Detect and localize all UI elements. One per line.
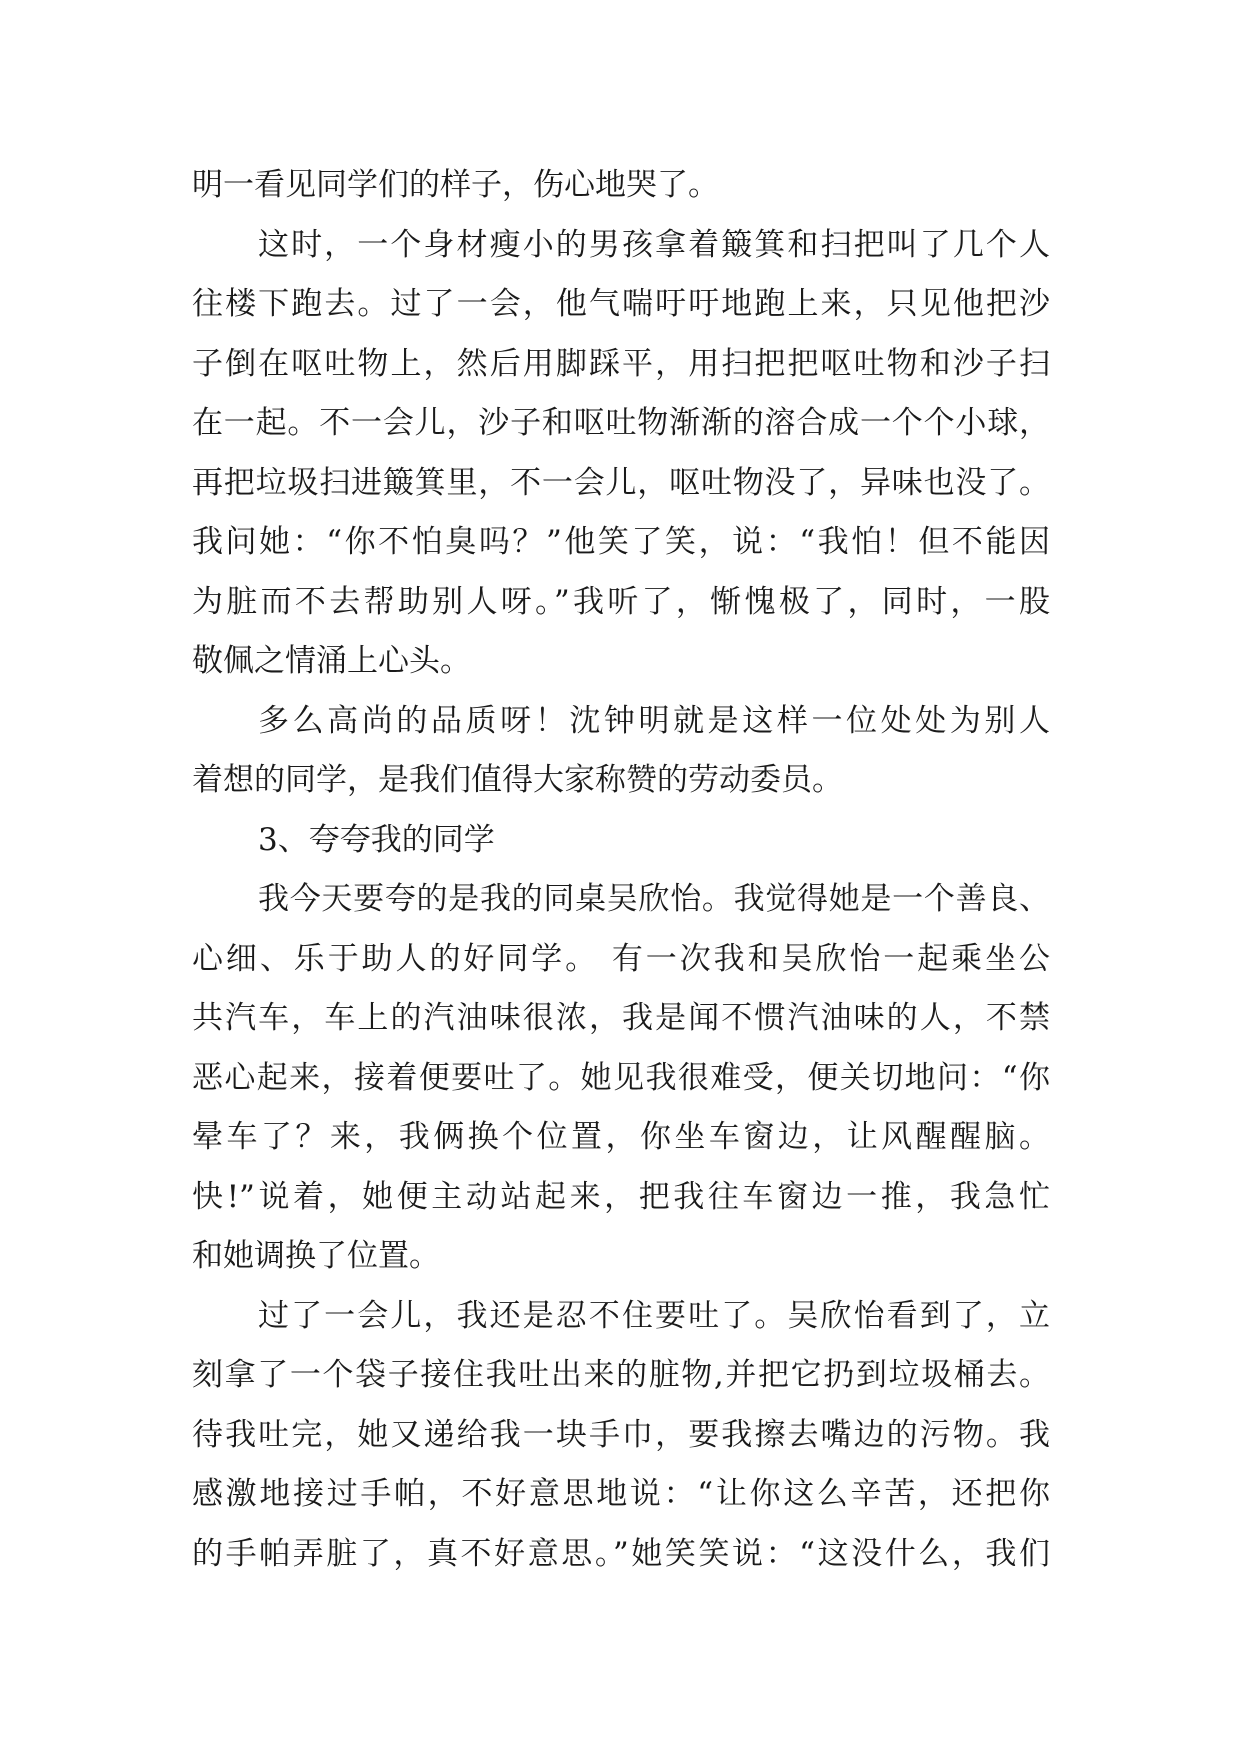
text-line: 多么高尚的品质呀！沈钟明就是这样一位处处为别人 <box>258 702 1050 739</box>
text-line: 感激地接过手帕，不好意思地说：“让你这么辛苦，还把你 <box>192 1476 1050 1512</box>
text-line: 我今天要夸的是我的同桌吴欣怡。我觉得她是一个善良、 <box>258 881 1050 917</box>
text-line: 着想的同学，是我们值得大家称赞的劳动委员。 <box>192 762 843 798</box>
text-line: 往楼下跑去。过了一会，他气喘吁吁地跑上来，只见他把沙 <box>192 286 1050 322</box>
text-line: 和她调换了位置。 <box>192 1238 440 1274</box>
text-line: 的手帕弄脏了，真不好意思。”她笑笑说：“这没什么，我们 <box>192 1535 1050 1572</box>
text-line: 再把垃圾扫进簸箕里，不一会儿，呕吐物没了，异味也没了。 <box>192 464 1050 501</box>
text-line: 这时，一个身材瘦小的男孩拿着簸箕和扫把叫了几个人 <box>258 226 1050 263</box>
text-line: 子倒在呕吐物上，然后用脚踩平，用扫把把呕吐物和沙子扫 <box>192 345 1050 382</box>
text-line: 心细、乐于助人的好同学。 有一次我和吴欣怡一起乘坐公 <box>192 940 1050 977</box>
text-line: 待我吐完，她又递给我一块手巾，要我擦去嘴边的污物。我 <box>192 1416 1050 1453</box>
text-line: 刻拿了一个袋子接住我吐出来的脏物,并把它扔到垃圾桶去。 <box>192 1357 1050 1393</box>
text-line: 明一看见同学们的样子，伤心地哭了。 <box>192 167 719 203</box>
text-line: 共汽车，车上的汽油味很浓，我是闻不惯汽油味的人，不禁 <box>192 1000 1050 1036</box>
text-line: 过了一会儿，我还是忍不住要吐了。吴欣怡看到了，立 <box>258 1297 1050 1334</box>
text-line: 我问她：“你不怕臭吗？”他笑了笑，说：“我怕！但不能因 <box>192 524 1050 560</box>
text-line: 为脏而不去帮助别人呀。”我听了，惭愧极了，同时，一股 <box>192 583 1050 620</box>
text-line: 晕车了？来，我俩换个位置，你坐车窗边，让风醒醒脑。 <box>192 1119 1050 1155</box>
document-body <box>192 156 1050 1584</box>
text-line: 在一起。不一会儿，沙子和呕吐物渐渐的溶合成一个个小球， <box>192 405 1050 441</box>
text-line: 快!”说着，她便主动站起来，把我往车窗边一推，我急忙 <box>192 1178 1050 1215</box>
text-line: 敬佩之情涌上心头。 <box>192 643 471 679</box>
text-line: 3、夸夸我的同学 <box>258 821 495 858</box>
text-line: 恶心起来，接着便要吐了。她见我很难受，便关切地问：“你 <box>192 1059 1050 1096</box>
